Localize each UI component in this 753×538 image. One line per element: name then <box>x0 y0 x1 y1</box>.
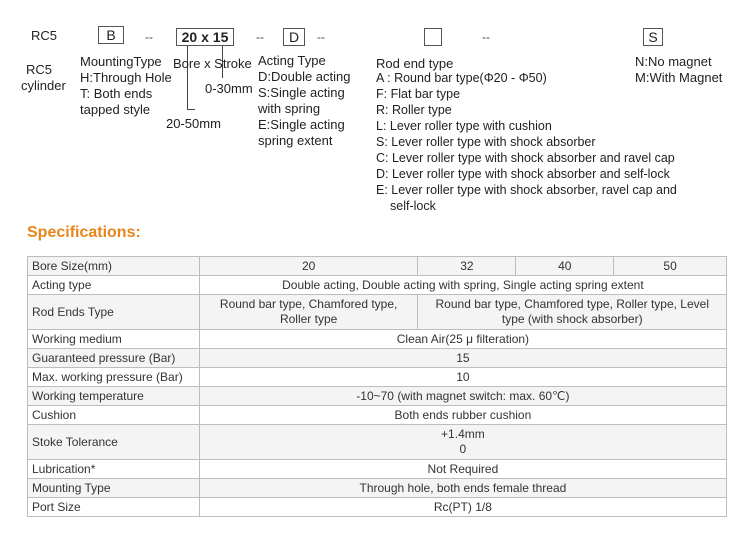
bore-stroke-code-box: 20 x 15 <box>176 28 234 46</box>
dash-2: -- <box>256 30 264 44</box>
dash-1: -- <box>145 30 153 44</box>
bore-size-label: Bore Size(mm) <box>28 257 200 276</box>
acting-option-s: S:Single acting <box>258 85 345 100</box>
rod-ends-label: Rod Ends Type <box>28 295 200 330</box>
mounting-title: MountingType <box>80 54 162 69</box>
lubrication-label: Lubrication* <box>28 460 200 479</box>
rod-ends-small-line-1: Round bar type, Chamfored type, <box>219 297 398 311</box>
rod-end-option-l: L: Lever roller type with cushion <box>376 119 552 133</box>
rod-end-code-box <box>424 28 442 46</box>
acting-type-label: Acting type <box>28 276 200 295</box>
rod-end-option-e: E: Lever roller type with shock absorber, ravel cap and <box>376 183 677 197</box>
table-row <box>28 479 727 498</box>
table-row <box>28 498 727 517</box>
mounting-type-label: Mounting Type <box>28 479 200 498</box>
stroke-tolerance-minus: 0 <box>459 442 467 456</box>
rod-end-option-a: A : Round bar type(Φ20 - Φ50) <box>376 71 547 85</box>
acting-type-value: Double acting, Double acting with spring, Single acting spring extent <box>199 276 726 295</box>
table-row <box>28 349 727 368</box>
acting-option-e: E:Single acting <box>258 117 345 132</box>
working-temperature-label: Working temperature <box>28 387 200 406</box>
bore-size-32: 32 <box>418 257 516 276</box>
stroke-tolerance-label: Stoke Tolerance <box>28 425 200 460</box>
rod-ends-small-bore <box>199 295 418 330</box>
table-row <box>28 406 727 425</box>
magnet-option-m: M:With Magnet <box>635 70 723 85</box>
cushion-label: Cushion <box>28 406 200 425</box>
rod-end-option-r: R: Roller type <box>376 103 452 117</box>
stroke-tolerance-plus: +1.4mm <box>441 427 485 441</box>
rod-ends-large-line-2: type (with shock absorber) <box>501 312 643 326</box>
bore-size-40: 40 <box>516 257 614 276</box>
table-row <box>28 295 727 330</box>
table-row <box>28 460 727 479</box>
dash-3: -- <box>317 30 325 44</box>
bore-stroke-title: Bore x Stroke <box>173 56 252 71</box>
lubrication-value: Not Required <box>199 460 726 479</box>
rod-ends-large-line-1: Round bar type, Chamfored type, Roller type, Level <box>435 297 709 311</box>
rod-ends-large-bore <box>418 295 727 330</box>
rod-end-title: Rod end type <box>376 56 454 71</box>
working-temperature-value: -10~70 (with magnet switch: max. 60℃) <box>199 387 726 406</box>
rod-end-option-d: D: Lever roller type with shock absorber and self-lock <box>376 167 670 181</box>
bore-connector-tick <box>187 109 195 110</box>
bore-size-50: 50 <box>614 257 727 276</box>
acting-option-d: D:Double acting <box>258 69 351 84</box>
working-medium-value: Clean Air(25 μ filteration) <box>199 330 726 349</box>
port-size-label: Port Size <box>28 498 200 517</box>
dash-4: -- <box>482 30 490 44</box>
stroke-tolerance-value <box>199 425 726 460</box>
table-row <box>28 425 727 460</box>
mounting-code-box: B <box>98 26 124 44</box>
model-name-line-1: RC5 <box>26 62 53 77</box>
magnet-option-n: N:No magnet <box>635 54 712 69</box>
specifications-title: Specifications: <box>27 224 141 241</box>
acting-code-box: D <box>283 28 305 46</box>
table-row <box>28 387 727 406</box>
model-code: RC5 <box>31 28 58 43</box>
mounting-option-t-cont: tapped style <box>80 102 151 117</box>
table-row <box>28 276 727 295</box>
bore-range: 20-50mm <box>166 116 221 131</box>
rod-end-option-e-cont: self-lock <box>390 199 436 213</box>
port-size-value: Rc(PT) 1/8 <box>199 498 726 517</box>
rod-ends-small-line-2: Roller type <box>279 312 338 326</box>
working-medium-label: Working medium <box>28 330 200 349</box>
stroke-range: 0-30mm <box>205 81 253 96</box>
cushion-value: Both ends rubber cushion <box>199 406 726 425</box>
guaranteed-pressure-label: Guaranteed pressure (Bar) <box>28 349 200 368</box>
guaranteed-pressure-value: 15 <box>199 349 726 368</box>
max-pressure-value: 10 <box>199 368 726 387</box>
mounting-option-h: H:Through Hole <box>80 70 172 85</box>
acting-title: Acting Type <box>258 53 326 68</box>
rod-end-option-c: C: Lever roller type with shock absorber and ravel cap <box>376 151 675 165</box>
rod-end-option-s: S: Lever roller type with shock absorber <box>376 135 596 149</box>
mounting-option-t: T: Both ends <box>80 86 153 101</box>
specifications-table <box>27 256 727 517</box>
table-row <box>28 330 727 349</box>
table-row <box>28 257 727 276</box>
magnet-code-box: S <box>643 28 663 46</box>
bore-size-20: 20 <box>199 257 418 276</box>
mounting-type-value: Through hole, both ends female thread <box>199 479 726 498</box>
model-name-line-2: cylinder <box>21 78 66 93</box>
table-row <box>28 368 727 387</box>
acting-option-e-cont: spring extent <box>258 133 333 148</box>
rod-end-option-f: F: Flat bar type <box>376 87 461 101</box>
acting-option-s-cont: with spring <box>258 101 321 116</box>
max-pressure-label: Max. working pressure (Bar) <box>28 368 200 387</box>
